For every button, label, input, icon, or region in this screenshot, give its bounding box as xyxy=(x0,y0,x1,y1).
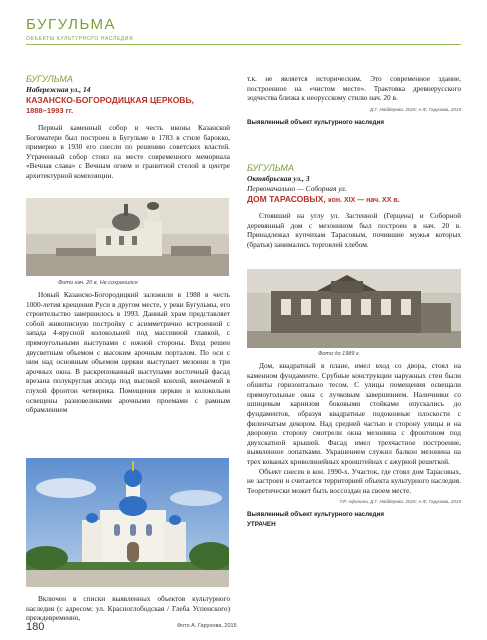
photo-credit-footer: Фото А. Гарунова, 2015 xyxy=(177,623,237,629)
tarasov-house-photo-image xyxy=(247,269,461,348)
new-church-photo-image xyxy=(26,458,229,587)
entry2-address: Октябрьская ул., 3 xyxy=(247,174,310,183)
section-title: БУГУЛЬМА xyxy=(26,16,117,33)
entry1-text4: т.к. не является историческим. Это современное здание, построенное на «чистом месте». Трактовка древнерусского зодчества близка к неорусскому стилю нач. 20 в. xyxy=(247,74,461,103)
photo-tarasov-house xyxy=(247,269,461,348)
entry2-text2: Дом, квадратный в плане, имел вход со двора, стоял на каменном фундаменте. Срубные конструкции наружных стен были обшиты горизонтально тесом. С улицы помещения освещали прямоугольные окна с лучковым завершением. Наличники со шпицевым карнизом боковыми стойками опускались до фундаментов, образуя квадратные подоконные плоскости с филенчатым декором. Над средней частью в сторону улицы и на дворовую сторону смотрели окна мезонина с фронтоном под двухскатной крышей. Фасад имел трехчастное построение, выявленное лопатками. Украшением служил балкон мезонина на трех кованых криволинейных кронштейнах с ажурной решеткой. xyxy=(247,361,461,466)
photo-tarasov-house-caption: Фото до 1989 г. xyxy=(318,351,361,357)
entry1-tail xyxy=(26,594,230,623)
entry1-years: 1888–1993 гг. xyxy=(26,106,74,115)
entry2-former-name: Первоначально — Соборная ул. xyxy=(247,184,347,193)
entry1-name: КАЗАНСКО-БОГОРОДИЦКАЯ ЦЕРКОВЬ, xyxy=(26,95,194,105)
entry2-text3: Объект снесен в кон. 1990-х. Участок, где стоял дом Тарасовых, не застроен и считается территорией объекта культурного наследия. Теоретически может быть воссоздан на своем месте. xyxy=(247,466,461,495)
entry1-continuation xyxy=(247,74,461,128)
entry1-text1: Первый каменный собор в честь иконы Казанской Богоматери был построен в Бугульме в 1783 в стиле барокко, примерно в 1930 его снесли по решению советских властей. Утраченный собор стоял на месте современного мемориала «Вечная слава» с Вечным огнем и гранитной стелой в центре архитектурной композиции. xyxy=(26,123,230,180)
entry2-city: БУГУЛЬМА xyxy=(247,163,294,173)
page-number: 180 xyxy=(26,621,45,633)
entry1-text3: Включен в списки выявленных объектов культурного наследия (с адресом: ул. Красноглободская / Глеба Успенского) преждевременно, xyxy=(26,594,230,623)
entry1-city: БУГУЛЬМА xyxy=(26,74,73,84)
section-subtitle: ОБЪЕКТЫ КУЛЬТУРНОГО НАСЛЕДИЯ xyxy=(26,36,134,42)
header-divider xyxy=(26,44,461,45)
entry2-body xyxy=(247,361,461,529)
entry2-name-dates: кон. XIX — нач. XX в. xyxy=(328,197,400,204)
entry2-status-lost: УТРАЧЕН xyxy=(247,520,276,528)
entry2-name-main: ДОМ ТАРАСОВЫХ, xyxy=(247,194,326,204)
entry1-body xyxy=(26,290,230,415)
entry1-address: Набережная ул., 14 xyxy=(26,85,91,94)
entry1-credit: Д.Г. Найдёрова, 2015; А.Ф. Гарунова, 2015 xyxy=(370,106,461,112)
old-cathedral-photo-image xyxy=(26,198,229,276)
entry1-status: Выявленный объект культурного наследия xyxy=(247,119,385,127)
entry2-credit: Т.Р. Афонина, Д.Г. Найдёрова, 2015; А.Ф. Гарунова, 2015 xyxy=(339,499,461,505)
entry2-text1: Стоявший на углу ул. Застенной (Герцена) и Соборной деревянный дом с мезонином был построен в нач. 20 в. Принадлежал купчихам Тарасовым, почившие мужья которых (братья) занимались торговлей хлебом. xyxy=(247,211,461,249)
entry1-text2: Новый Казанско-Богородицкий заложили в 1988 в честь 1000-летия крещения Руси в другом месте, у реки Бугульмы, его строительство завершилось в 1993. Данный храм представляет собой живописную постройку с асимметрично встроенной с запада 4-ярусной колокольней под массивной главкой, с прямоугольными выступами с южной стороны. Вход решен двусветным объемом с высоким арочным порталом. По оси с ним над основным объемом церкви выступает мезонин в три арочных окна. В раскрепованный выступами восточный фасад врезана полукруглая апсида под высокой конхой, венчаемой в глухой фронтон четверика. Помещения церкви и колокольни освещены разновеликими арочными проемами с рамным обрамлением xyxy=(26,290,230,415)
entry2-name xyxy=(247,194,461,206)
photo-old-cathedral-caption: Фото нач. 20 в. Не сохранился xyxy=(58,280,138,286)
photo-old-cathedral xyxy=(26,198,229,276)
entry2-status: Выявленный объект культурного наследия xyxy=(247,510,385,518)
entry2-header xyxy=(247,163,461,249)
entry1-header xyxy=(26,74,230,181)
photo-new-church xyxy=(26,458,229,587)
